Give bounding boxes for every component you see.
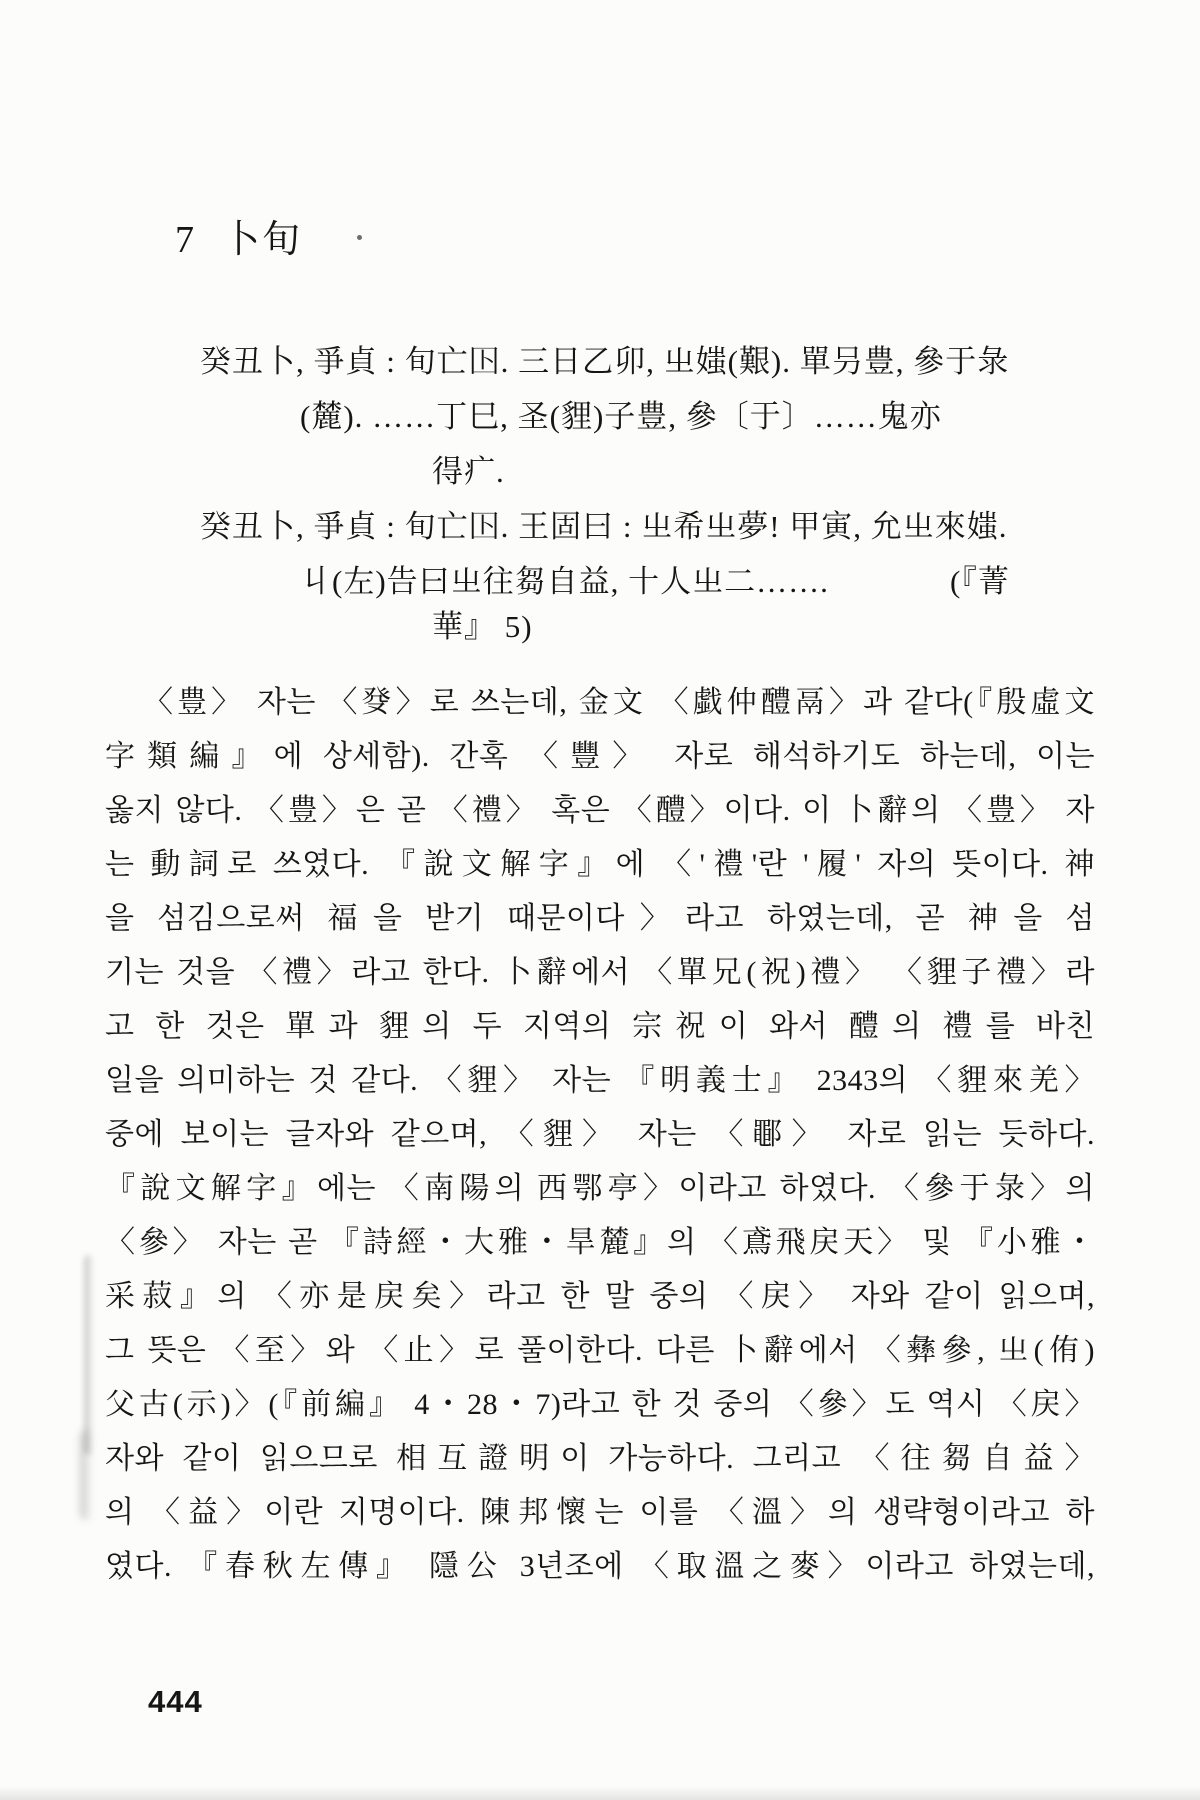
scan-edge-shadow xyxy=(0,1786,1200,1800)
quote-line xyxy=(300,560,1010,604)
body-line: 중에 보이는 글자와 같으며, 〈貍〉 자는 〈鄳〉 자로 읽는 듯하다. xyxy=(105,1118,1095,1151)
body-line: 옳지 않다. 〈豊〉은 곧 〈禮〉 혹은 〈醴〉이다. 이 卜辭의 〈豊〉 자 xyxy=(105,794,1095,827)
chapter-title-text: 卜旬 xyxy=(222,219,303,261)
quote-line: (麓). ……丁巳, 圣(貍)子豊, 參〔于〕……鬼亦 xyxy=(300,399,942,434)
commentary-paragraph xyxy=(105,676,1095,1594)
quote-source-open: (『菁 xyxy=(950,564,1010,599)
page-number: 444 xyxy=(148,1684,203,1719)
body-line: 일을 의미하는 것 같다. 〈貍〉 자는 『明義士』 2343의 〈貍來羌〉 xyxy=(105,1064,1095,1097)
body-line: 그 뜻은 〈至〉와 〈止〉로 풀이한다. 다른 卜辭에서 〈彝參, 㞢(侑) xyxy=(105,1334,1095,1367)
body-line: 『說文解字』에는 〈南陽의 西鄂亭〉이라고 하였다. 〈參于彔〉의 xyxy=(105,1172,1095,1205)
body-line: 기는 것을 〈禮〉라고 한다. 卜辭에서 〈單兄(祝)禮〉 〈貍子禮〉라 xyxy=(105,956,1095,989)
body-line: 자와 같이 읽으므로 相互證明이 가능하다. 그리고 〈往芻自益〉 xyxy=(105,1442,1095,1475)
quote-line-text: 丩(左)告曰㞢往芻自益, 十人㞢二……. xyxy=(300,564,829,599)
scan-smudge xyxy=(80,1430,92,1520)
oracle-quote-block xyxy=(0,0,1200,700)
quote-source-close: 華』 5) xyxy=(432,609,533,644)
body-line: 〈參〉 자는 곧 『詩經・大雅・旱麓』의 〈鳶飛戻天〉 및 『小雅・ xyxy=(105,1226,1095,1259)
body-line: 는 動詞로 쓰였다. 『說文解字』에 〈'禮'란 '履' 자의 뜻이다. 神 xyxy=(105,848,1095,881)
body-line: 〈豊〉 자는 〈癹〉로 쓰는데, 金文 〈戱仲醴鬲〉과 같다(『殷虛文 xyxy=(143,686,1095,719)
body-line: 父古(示)〉(『前編』 4・28・7)라고 한 것 중의 〈參〉도 역시 〈戻〉 xyxy=(105,1388,1095,1421)
body-line: 였다. 『春秋左傳』 隱公 3년조에 〈取溫之麥〉이라고 하였는데, xyxy=(105,1550,1095,1583)
scan-smudge xyxy=(84,1255,94,1455)
body-line: 고 한 것은 單과 貍의 두 지역의 宗祝이 와서 醴의 禮를 바친 xyxy=(105,1010,1095,1043)
body-line: 字類編』에 상세함). 간혹 〈豐〉 자로 해석하기도 하는데, 이는 xyxy=(105,740,1095,773)
body-line: 采菽』의 〈亦是戻矣〉라고 한 말 중의 〈戻〉 자와 같이 읽으며, xyxy=(105,1280,1095,1313)
quote-line: 癸丑卜, 爭貞 : 旬亡𡆥. 王固曰 : 㞢希㞢夢! 甲寅, 允㞢來媸. xyxy=(200,509,1008,544)
body-line: 의 〈益〉이란 지명이다. 陳邦懷는 이를 〈溫〉의 생략형이라고 하 xyxy=(105,1496,1095,1529)
body-line: 을 섬김으로써 福을 받기 때문이다〉라고 하였는데, 곧 神을 섬 xyxy=(105,902,1095,935)
chapter-number: 7 xyxy=(175,219,196,261)
quote-line: 癸丑卜, 爭貞 : 旬亡𡆥. 三日乙卯, 㞢媸(艱). 單叧豊, 參于彔 xyxy=(200,344,1010,379)
quote-line: 得疒. xyxy=(432,454,505,489)
